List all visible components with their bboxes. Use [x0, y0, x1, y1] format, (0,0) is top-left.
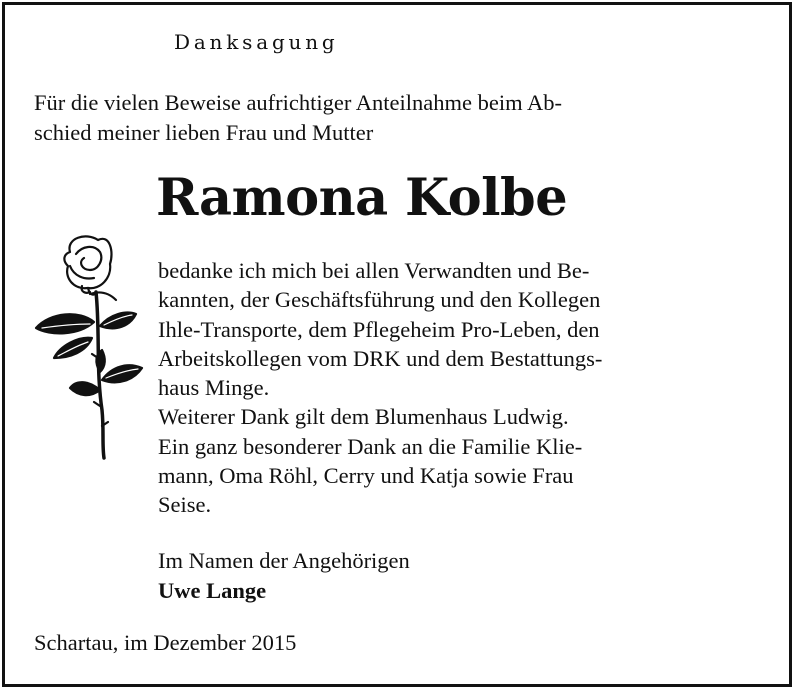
- notice-heading: Danksagung: [174, 30, 339, 54]
- body-line: Ihle-Transporte, dem Pflegeheim Pro-Leben, den: [158, 316, 600, 342]
- signature-block: [158, 546, 410, 606]
- body-line: bedanke ich mich bei allen Verwandten und Be-: [158, 258, 590, 283]
- signature-intro: Im Namen der Angehörigen: [158, 548, 410, 573]
- intro-paragraph: [34, 88, 774, 148]
- body-paragraph: [158, 256, 768, 520]
- signer-name: Uwe Lange: [158, 578, 267, 603]
- intro-line: schied meiner lieben Frau und Mutter: [34, 120, 374, 145]
- body-line: mann, Oma Röhl, Cerry und Katja sowie Frau: [158, 463, 574, 489]
- body-line: Ein ganz besonderer Dank an die Familie Klie-: [158, 433, 583, 459]
- body-line: Arbeitskollegen vom DRK und dem Bestattungs-: [158, 345, 603, 371]
- body-line: haus Minge.: [158, 375, 270, 401]
- deceased-name: Ramona Kolbe: [156, 168, 568, 228]
- intro-line: Für die vielen Beweise aufrichtiger Anteilnahme beim Ab-: [34, 90, 562, 115]
- body-line: Seise.: [158, 492, 212, 518]
- body-line: Weiterer Dank gilt dem Blumenhaus Ludwig.: [158, 404, 569, 430]
- body-line: kannten, der Geschäftsführung und den Kollegen: [158, 287, 601, 313]
- place-date: Schartau, im Dezember 2015: [34, 630, 297, 655]
- rose-icon: [30, 230, 152, 462]
